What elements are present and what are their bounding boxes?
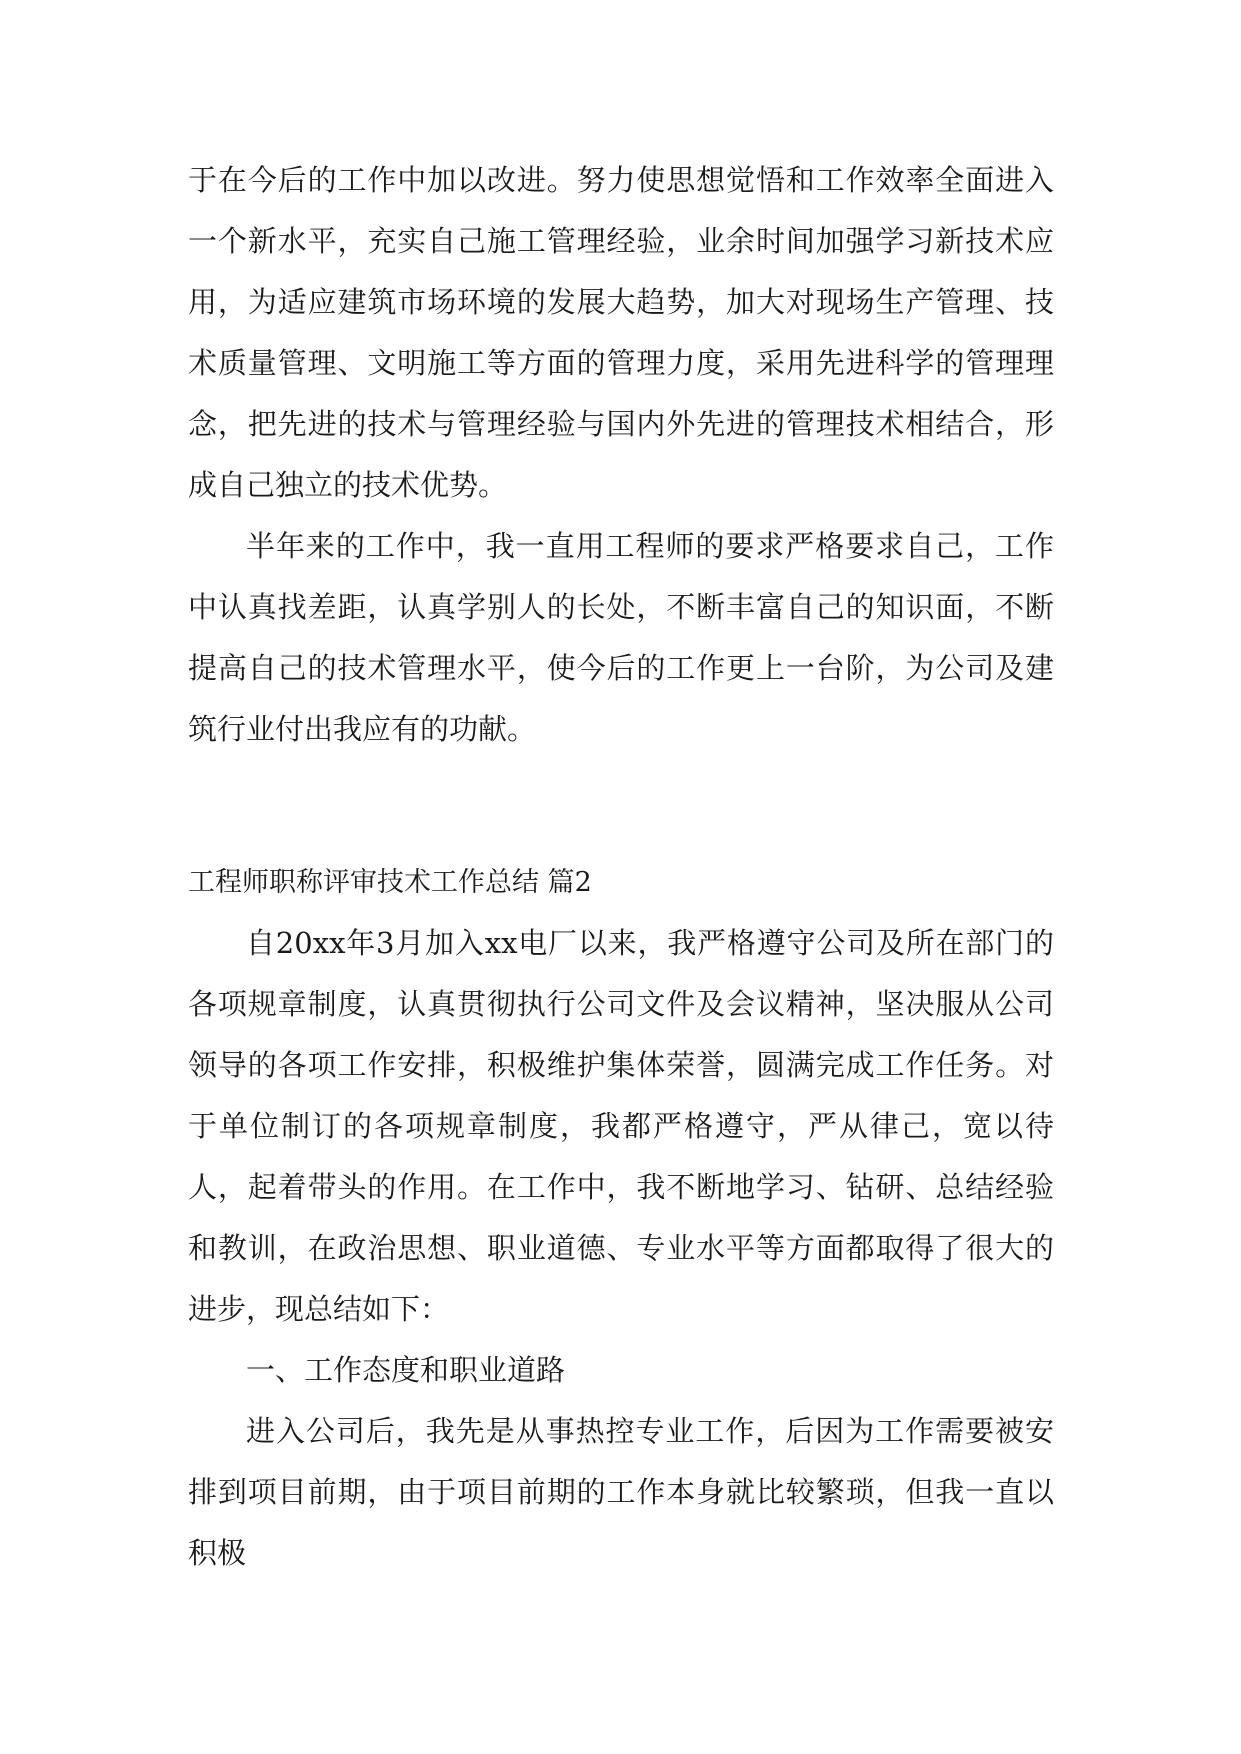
section-title: 工程师职称评审技术工作总结 篇2	[188, 867, 592, 898]
paragraph-work: 进入公司后，我先是从事热控专业工作，后因为工作需要被安排到项目前期，由于项目前期的工作本身就比较繁琐，但我一直以积极	[188, 1414, 1054, 1570]
document-page	[188, 150, 1054, 1584]
subheading-work-attitude: 一、工作态度和职业道路	[246, 1353, 566, 1387]
paragraph-intro: 自20xx年3月加入xx电厂以来，我严格遵守公司及所在部门的各项规章制度，认真贯彻执行公司文件及会议精神，坚决服从公司领导的各项工作安排，积极维护集体荣誉，圆满完成工作任务。对于单位制订的各项规章制度，我都严格遵守，严从律己，宽以待人，起着带头的作用。在工作中，我不断地学习、钻研、总结经验和教训，在政治思想、职业道德、专业水平等方面都取得了很大的进步，现总结如下：	[188, 926, 1054, 1326]
paragraph-half-year: 半年来的工作中，我一直用工程师的要求严格要求自己，工作中认真找差距，认真学别人的长处，不断丰富自己的知识面，不断提高自己的技术管理水平，使今后的工作更上一台阶，为公司及建筑行业付出我应有的功献。	[188, 529, 1054, 746]
paragraph-continued: 于在今后的工作中加以改进。努力使思想觉悟和工作效率全面进入一个新水平，充实自己施工管理经验，业余时间加强学习新技术应用，为适应建筑市场环境的发展大趋势，加大对现场生产管理、技术质量管理、文明施工等方面的管理力度，采用先进科学的管理理念，把先进的技术与管理经验与国内外先进的管理技术相结合，形成自己独立的技术优势。	[188, 163, 1054, 502]
